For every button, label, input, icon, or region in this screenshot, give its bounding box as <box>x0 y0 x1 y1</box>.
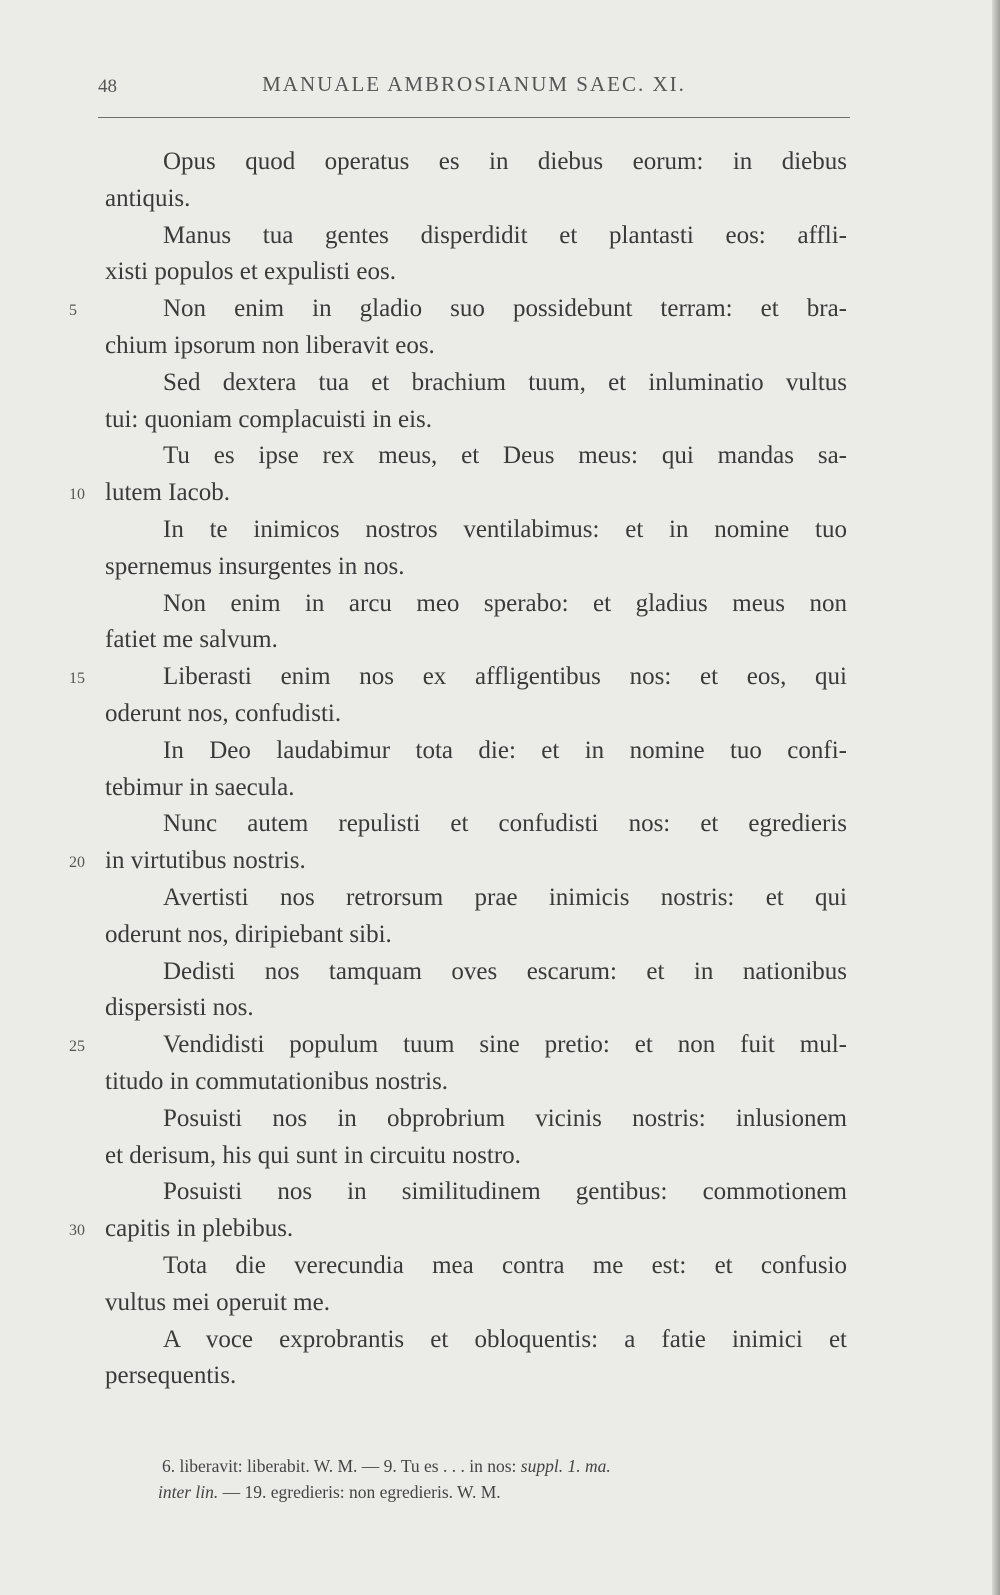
footnote-italic: inter lin. <box>158 1482 219 1502</box>
line-text: Posuisti nos in obprobrium vicinis nostris: inlusionem <box>163 1104 847 1132</box>
text-line <box>105 254 847 291</box>
line-text: A voce exprobrantis et obloquentis: a fatie inimici et <box>163 1325 847 1353</box>
line-text: In Deo laudabimur tota die: et in nomine tuo confi- <box>163 736 847 764</box>
text-line <box>105 181 847 218</box>
text-line <box>105 402 847 439</box>
text-line <box>69 291 847 328</box>
line-text: Manus tua gentes disperdidit et plantasti eos: affli- <box>163 221 847 249</box>
text-line <box>69 475 847 512</box>
line-text: Non enim in gladio suo possidebunt terram: et bra- <box>163 295 847 323</box>
page-edge <box>992 0 1000 1595</box>
line-text: oderunt nos, confudisti. <box>105 699 342 727</box>
line-text: Tota die verecundia mea contra me est: et confusio <box>163 1251 847 1279</box>
text-line <box>105 1322 847 1359</box>
line-text: Vendidisti populum tuum sine pretio: et non fuit mul- <box>163 1031 847 1059</box>
text-line <box>105 144 847 181</box>
line-text: lutem Iacob. <box>105 479 230 507</box>
text-line <box>105 880 847 917</box>
running-title: MANUALE AMBROSIANUM SAEC. XI. <box>262 72 686 96</box>
line-number: 10 <box>69 486 85 504</box>
text-line <box>105 328 847 365</box>
line-text: in virtutibus nostris. <box>105 847 306 875</box>
line-text: fatiet me salvum. <box>105 626 278 654</box>
line-text: In te inimicos nostros ventilabimus: et in nomine tuo <box>163 515 847 543</box>
text-body <box>69 144 847 1395</box>
footnote-line-2 <box>158 1479 862 1505</box>
text-line <box>105 1101 847 1138</box>
line-text: capitis in plebibus. <box>105 1215 294 1243</box>
text-line <box>105 1358 847 1395</box>
footnote-line-1 <box>162 1453 862 1479</box>
line-text: tui: quoniam complacuisti in eis. <box>105 405 433 433</box>
header-rule <box>98 117 850 118</box>
text-line <box>105 733 847 770</box>
text-line <box>105 1174 847 1211</box>
line-text: persequentis. <box>105 1362 237 1390</box>
line-text: Dedisti nos tamquam oves escarum: et in nationibus <box>163 957 847 985</box>
text-line <box>105 549 847 586</box>
text-line <box>105 1248 847 1285</box>
line-text: chium ipsorum non liberavit eos. <box>105 331 435 359</box>
line-text: Avertisti nos retrorsum prae inimicis nostris: et qui <box>163 883 847 911</box>
text-line <box>105 586 847 623</box>
line-text: dispersisti nos. <box>105 994 254 1022</box>
text-line <box>105 622 847 659</box>
line-text: Non enim in arcu meo sperabo: et gladius meus non <box>163 589 847 617</box>
line-text: tebimur in saecula. <box>105 773 295 801</box>
line-number: 15 <box>69 670 85 688</box>
line-number: 5 <box>69 302 77 320</box>
text-line <box>105 512 847 549</box>
text-line <box>105 1064 847 1101</box>
footnote-text: — 19. egredieris: non egredieris. W. M. <box>218 1482 501 1502</box>
line-text: antiquis. <box>105 184 191 212</box>
footnote-italic: suppl. 1. ma. <box>520 1456 611 1476</box>
line-number: 30 <box>69 1222 85 1240</box>
footnotes <box>158 1453 862 1505</box>
line-text: Nunc autem repulisti et confudisti nos: et egredieris <box>163 810 847 838</box>
text-line <box>105 696 847 733</box>
text-line <box>105 438 847 475</box>
footnote-text: 6. liberavit: liberabit. W. M. — 9. Tu es . . . in nos: <box>162 1456 521 1476</box>
text-line <box>105 954 847 991</box>
text-line <box>105 770 847 807</box>
page-number: 48 <box>98 76 117 97</box>
text-line <box>105 1285 847 1322</box>
text-line <box>105 917 847 954</box>
line-number: 20 <box>69 854 85 872</box>
text-line <box>69 1027 847 1064</box>
text-line <box>105 365 847 402</box>
line-text: Tu es ipse rex meus, et Deus meus: qui mandas sa- <box>163 442 847 470</box>
running-head <box>98 72 850 112</box>
line-text: et derisum, his qui sunt in circuitu nostro. <box>105 1141 521 1169</box>
line-text: Liberasti enim nos ex affligentibus nos: et eos, qui <box>163 663 847 691</box>
text-line <box>105 806 847 843</box>
text-line <box>105 990 847 1027</box>
text-line <box>105 218 847 255</box>
text-line <box>69 1211 847 1248</box>
line-text: oderunt nos, diripiebant sibi. <box>105 920 392 948</box>
line-text: spernemus insurgentes in nos. <box>105 552 405 580</box>
line-text: Opus quod operatus es in diebus eorum: in diebus <box>163 148 847 175</box>
text-line <box>69 659 847 696</box>
line-number: 25 <box>69 1038 85 1056</box>
line-text: vultus mei operuit me. <box>105 1288 330 1316</box>
text-line <box>105 1138 847 1175</box>
line-text: Sed dextera tua et brachium tuum, et inluminatio vultus <box>163 368 847 396</box>
line-text: xisti populos et expulisti eos. <box>105 258 396 286</box>
line-text: titudo in commutationibus nostris. <box>105 1067 449 1095</box>
text-line <box>69 843 847 880</box>
line-text: Posuisti nos in similitudinem gentibus: commotionem <box>163 1178 847 1206</box>
